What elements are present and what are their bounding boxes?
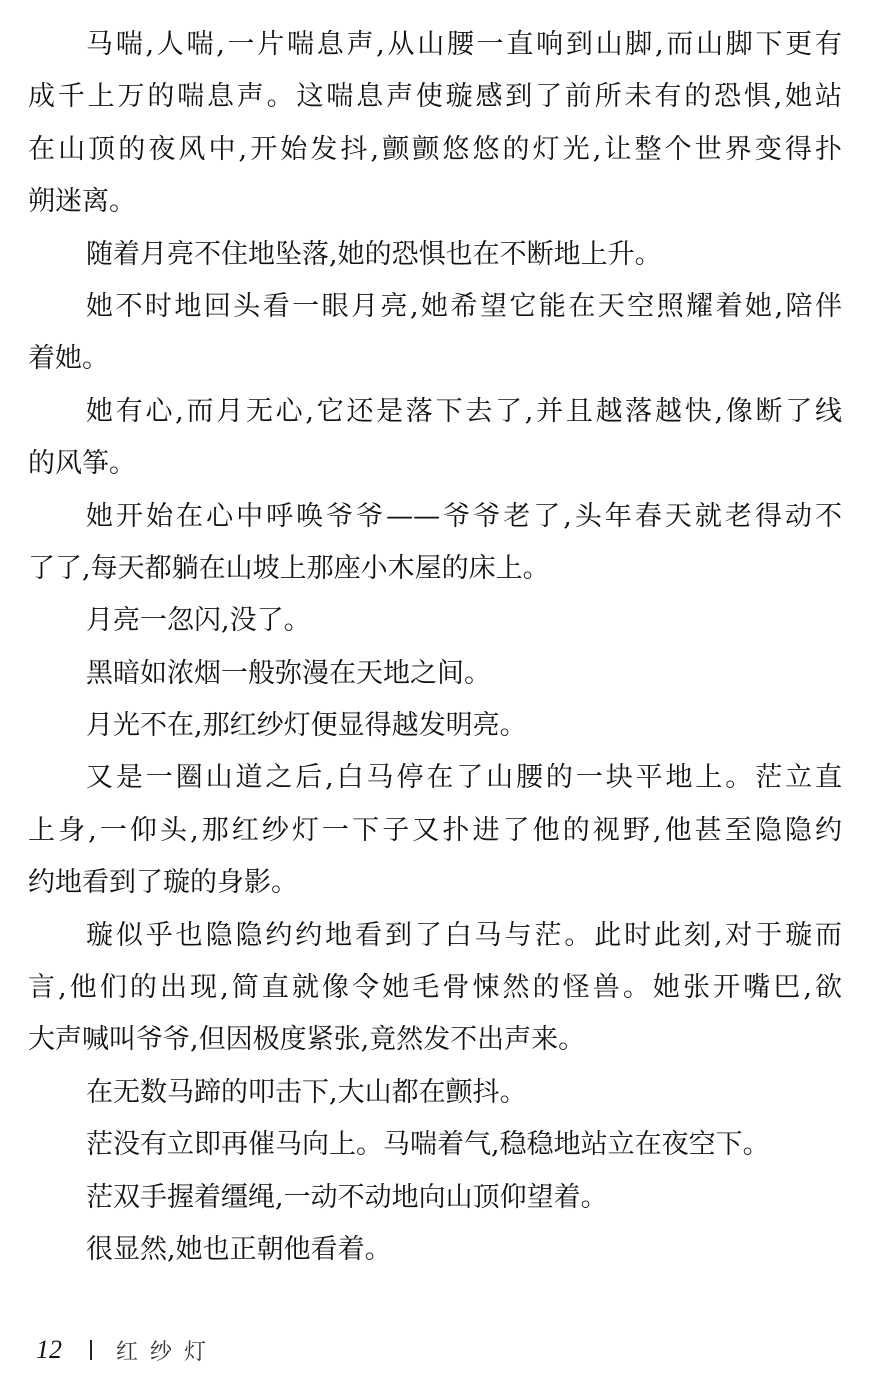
- text-line: 她开始在心中呼唤爷爷——爷爷老了,头年春天就老得动不: [86, 500, 842, 532]
- body-text: [28, 19, 842, 1276]
- text-line: 她有心,而月无心,它还是落下去了,并且越落越快,像断了线: [86, 395, 842, 427]
- text-line: 了了,每天都躺在山坡上那座小木屋的床上。: [28, 552, 550, 584]
- text-line: 马喘,人喘,一片喘息声,从山腰一直响到山脚,而山脚下更有: [86, 29, 842, 60]
- text-line: 上身,一仰头,那红纱灯一下子又扑进了他的视野,他甚至隐隐约: [28, 814, 842, 846]
- text-line: 大声喊叫爷爷,但因极度紧张,竟然发不出声来。: [28, 1024, 586, 1056]
- text-line: 在山顶的夜风中,开始发抖,颤颤悠悠的灯光,让整个世界变得扑: [28, 133, 842, 165]
- paragraph: [28, 229, 842, 281]
- text-line: 茫没有立即再催马向上。马喘着气,稳稳地站立在夜空下。: [86, 1129, 770, 1161]
- paragraph: [28, 19, 842, 229]
- text-line: 月亮一忽闪,没了。: [86, 605, 311, 637]
- text-line: 朔迷离。: [28, 186, 136, 218]
- text-line: 在无数马蹄的叩击下,大山都在颤抖。: [86, 1076, 527, 1108]
- paragraph: [28, 595, 842, 647]
- text-line: 又是一圈山道之后,白马停在了山腰的一块平地上。茫立直: [86, 762, 842, 794]
- book-title: 红纱灯: [116, 1339, 219, 1365]
- text-line: 的风筝。: [28, 448, 136, 480]
- paragraph: [28, 910, 842, 1067]
- paragraph: [28, 648, 842, 700]
- text-line: 言,他们的出现,简直就像令她毛骨悚然的怪兽。她张开嘴巴,欲: [28, 972, 842, 1004]
- paragraph: [28, 1172, 842, 1224]
- text-line: 很显然,她也正朝他看着。: [86, 1233, 392, 1265]
- paragraph: [28, 700, 842, 752]
- page-footer: [36, 1330, 218, 1370]
- text-line: 茫双手握着缰绳,一动不动地向山顶仰望着。: [86, 1181, 608, 1213]
- text-line: 月光不在,那红纱灯便显得越发明亮。: [86, 710, 527, 742]
- paragraph: [28, 1067, 842, 1119]
- text-line: 随着月亮不住地坠落,她的恐惧也在不断地上升。: [86, 238, 662, 270]
- text-line: 她不时地回头看一眼月亮,她希望它能在天空照耀着她,陪伴: [86, 290, 842, 322]
- paragraph: [28, 1224, 842, 1276]
- text-line: 黑暗如浓烟一般弥漫在天地之间。: [86, 657, 491, 689]
- paragraph: [28, 752, 842, 909]
- paragraph: [28, 491, 842, 596]
- text-line: 着她。: [28, 343, 109, 375]
- footer-divider: [90, 1340, 92, 1360]
- paragraph: [28, 386, 842, 491]
- text-line: 成千上万的喘息声。这喘息声使璇感到了前所未有的恐惧,她站: [28, 81, 842, 113]
- paragraph: [28, 281, 842, 386]
- text-line: 璇似乎也隐隐约约地看到了白马与茫。此时此刻,对于璇而: [86, 919, 842, 951]
- paragraph: [28, 1119, 842, 1171]
- page-number: 12: [36, 1335, 62, 1364]
- text-line: 约地看到了璇的身影。: [28, 867, 298, 899]
